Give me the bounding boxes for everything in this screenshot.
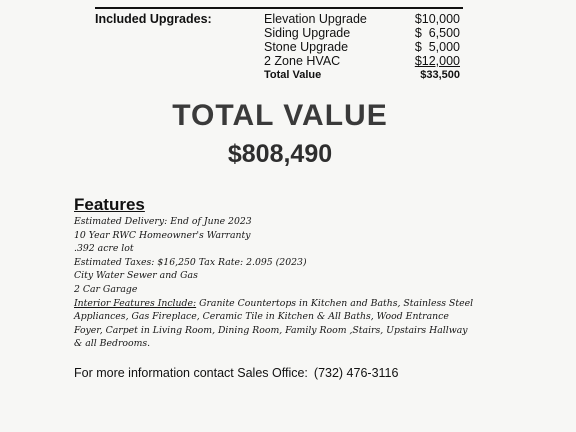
- feature-delivery: Estimated Delivery: End of June 2023: [74, 216, 252, 227]
- upgrades-total-amount: $33,500: [420, 69, 460, 81]
- upgrade-amount: $12,000: [414, 54, 460, 68]
- upgrade-row: [264, 12, 470, 26]
- upgrade-row: [264, 26, 470, 40]
- upgrade-name: Elevation Upgrade: [264, 12, 367, 26]
- upgrade-row: [264, 40, 470, 54]
- feature-interior: [74, 297, 474, 351]
- contact-phone: (732) 476-3116: [313, 366, 399, 380]
- upgrade-name: 2 Zone HVAC: [264, 54, 341, 68]
- upgrade-name: Siding Upgrade: [264, 26, 351, 40]
- total-value-amount: $808,490: [227, 140, 333, 168]
- interior-features-label: Interior Features Include:: [74, 297, 197, 309]
- feature-utilities: City Water Sewer and Gas: [74, 270, 198, 282]
- upgrades-total-row: [264, 69, 470, 83]
- upgrades-heading: Included Upgrades:: [95, 12, 212, 26]
- interior-features-text: Granite Countertops in Kitchen and Baths, Stainless Steel Appliances, Gas Fireplace, Ceramic Tile in Kitchen & All Baths, Wood Entrance Foyer, Carpet in Living Room, Dining Room, Family Room ,Stairs, Upstairs Hallway & all Bedrooms.: [74, 297, 474, 350]
- feature-warranty: 10 Year RWC Homeowner's Warranty: [74, 229, 251, 241]
- top-divider: [95, 7, 463, 9]
- upgrade-name: Stone Upgrade: [264, 40, 349, 54]
- upgrade-amount: $10,000: [414, 12, 460, 26]
- upgrades-total-label: Total Value: [264, 69, 322, 81]
- feature-lot: .392 acre lot: [74, 243, 134, 255]
- total-value-title: TOTAL VALUE: [172, 99, 388, 132]
- contact-line: [74, 366, 398, 380]
- feature-taxes: Estimated Taxes: $16,250 Tax Rate: 2.095 (2023): [74, 256, 307, 268]
- upgrades-section: [95, 12, 475, 84]
- feature-garage: 2 Car Garage: [74, 283, 138, 295]
- features-heading: Features: [74, 195, 145, 214]
- upgrade-row: [264, 54, 470, 68]
- contact-text: For more information contact Sales Office:: [74, 366, 308, 380]
- upgrade-amount: $ 5,000: [414, 40, 460, 54]
- upgrade-amount: $ 6,500: [414, 26, 460, 40]
- features-list: [74, 215, 474, 351]
